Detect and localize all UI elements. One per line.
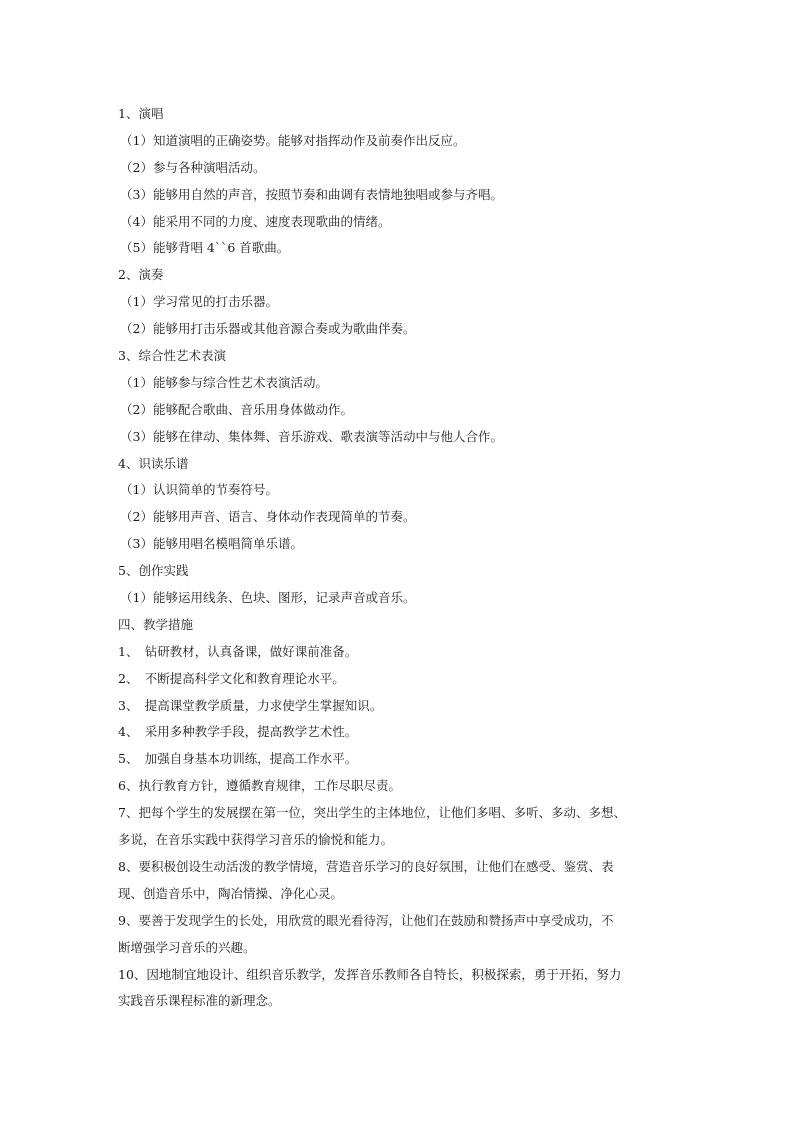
section-line: 实践音乐课程标准的新理念。: [118, 993, 281, 1009]
list-item: （3）能够用自然的声音，按照节奏和曲调有表情地独唱或参与齐唱。: [120, 186, 503, 202]
section-line: 7、把每个学生的发展摆在第一位，突出学生的主体地位，让他们多唱、多听、多动、多想、: [118, 805, 626, 821]
list-item: （1）认识简单的节奏符号。: [120, 482, 278, 498]
list-item: （1）学习常见的打击乐器。: [120, 294, 278, 310]
section-line: 断增强学习音乐的兴趣。: [118, 939, 256, 955]
section-line: 3、 提高课堂教学质量，力求使学生掌握知识。: [118, 697, 383, 713]
section-line: 4、 采用多种教学手段，提高教学艺术性。: [118, 724, 358, 740]
section-line: 3、综合性艺术表演: [118, 348, 226, 364]
list-item: （1）能够参与综合性艺术表演活动。: [120, 374, 328, 390]
list-item: （3）能够在律动、集体舞、音乐游戏、歌表演等活动中与他人合作。: [120, 428, 503, 444]
section-line: 9、要善于发现学生的长处，用欣赏的眼光看待泻，让他们在鼓励和赞扬声中享受成功，不: [118, 912, 614, 928]
section-line: 1、演唱: [118, 106, 164, 121]
list-item: （2）能够用打击乐器或其他音源合奏或为歌曲伴奏。: [120, 321, 416, 337]
section-line: 10、因地制宜地设计、组织音乐教学，发挥音乐教师各自特长，积极探索，勇于开拓，努力: [118, 966, 622, 982]
list-item: （1）知道演唱的正确姿势。能够对指挥动作及前奏作出反应。: [120, 132, 466, 148]
list-item: （2）能够配合歌曲、音乐用身体做动作。: [120, 401, 353, 417]
section-line: 1、 钻研教材，认真备课，做好课前准备。: [118, 643, 358, 659]
section-line: 5、 加强自身基本功训练，提高工作水平。: [118, 751, 358, 767]
list-item: （2）能够用声音、语言、身体动作表现简单的节奏。: [120, 509, 416, 525]
list-item: （5）能够背唱 4``6 首歌曲。: [120, 240, 290, 256]
list-item: （2）参与各种演唱活动。: [120, 159, 266, 175]
section-line: 四、教学措施: [118, 616, 194, 632]
section-line: 2、 不断提高科学文化和教育理论水平。: [118, 670, 345, 686]
document-body: [118, 101, 678, 1015]
section-line: 6、执行教育方针，遵循教育规律，工作尽职尽责。: [118, 778, 401, 794]
section-line: 4、识读乐谱: [118, 455, 189, 471]
section-line: 现、创造音乐中，陶冶情操、净化心灵。: [118, 885, 344, 901]
list-item: （4）能采用不同的力度、速度表现歌曲的情绪。: [120, 213, 391, 229]
section-line: 5、创作实践: [118, 563, 189, 579]
section-line: 多说，在音乐实践中获得学习音乐的愉悦和能力。: [118, 832, 394, 848]
list-item: （3）能够用唱名模唱简单乐谱。: [120, 536, 303, 552]
list-item: （1）能够运用线条、色块、图形，记录声音或音乐。: [120, 590, 416, 606]
section-line: 8、要积极创设生动活泼的教学情境，营造音乐学习的良好氛围，让他们在感受、鉴赏、表: [118, 858, 614, 874]
section-line: 2、演奏: [118, 267, 164, 283]
